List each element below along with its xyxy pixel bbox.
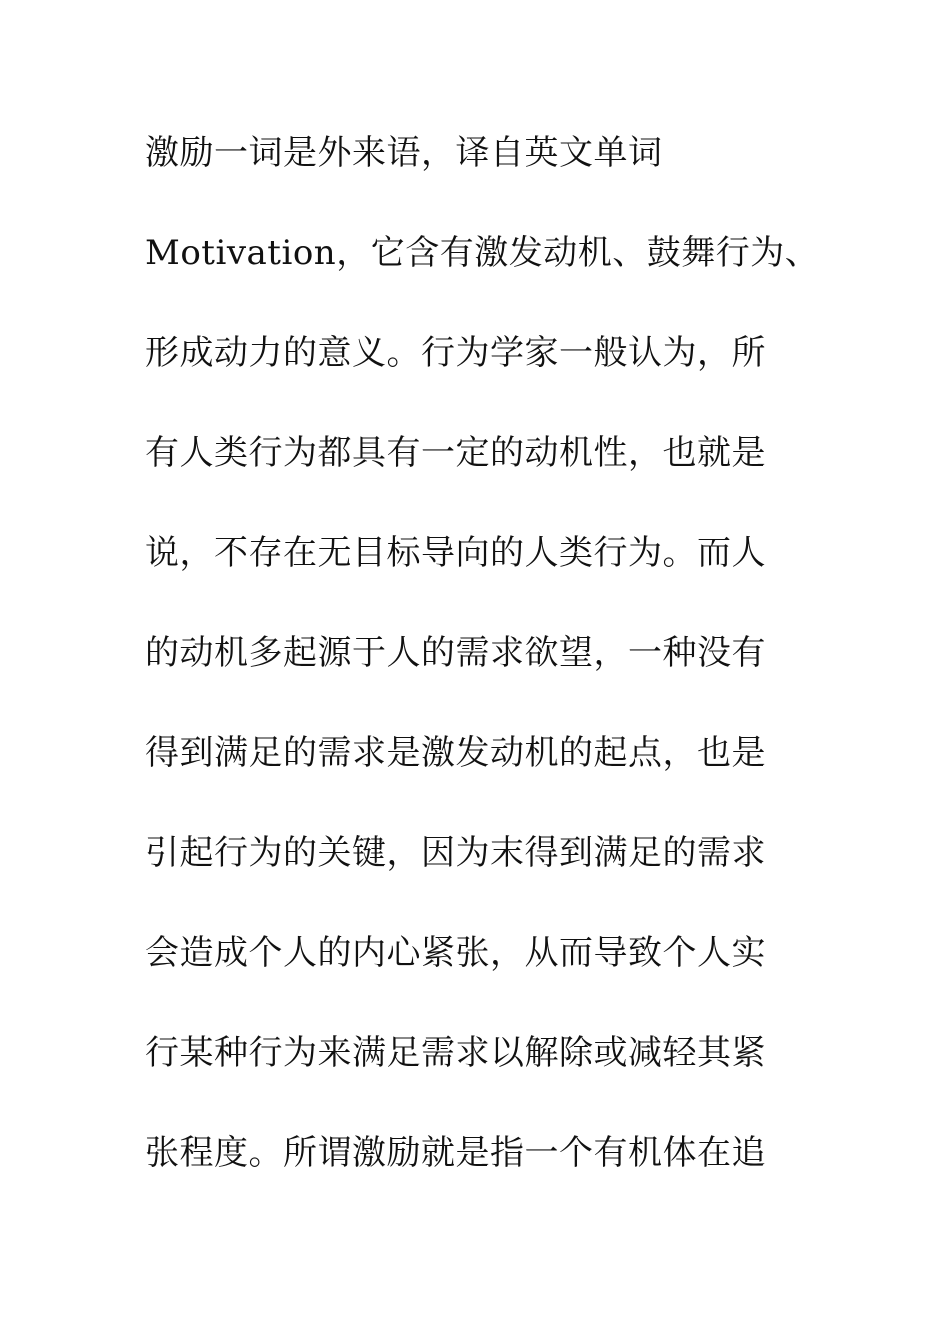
text-line-2: Motivation，它含有激发动机、鼓舞行为、 <box>145 233 820 273</box>
text-line-7: 得到满足的需求是激发动机的起点，也是 <box>145 733 766 773</box>
text-line-6: 的动机多起源于人的需求欲望，一种没有 <box>145 633 766 673</box>
body-paragraph <box>145 127 845 1227</box>
text-line-1: 激励一词是外来语，译自英文单词 <box>145 133 663 173</box>
text-line-11: 张程度。所谓激励就是指一个有机体在追 <box>145 1133 766 1173</box>
text-line-9: 会造成个人的内心紧张，从而导致个人实 <box>145 933 766 973</box>
text-line-4: 有人类行为都具有一定的动机性，也就是 <box>145 433 766 473</box>
text-line-8: 引起行为的关键，因为末得到满足的需求 <box>145 833 766 873</box>
text-line-3: 形成动力的意义。行为学家一般认为，所 <box>145 333 766 373</box>
text-line-5: 说，不存在无目标导向的人类行为。而人 <box>145 533 766 573</box>
text-line-10: 行某种行为来满足需求以解除或减轻其紧 <box>145 1033 766 1073</box>
